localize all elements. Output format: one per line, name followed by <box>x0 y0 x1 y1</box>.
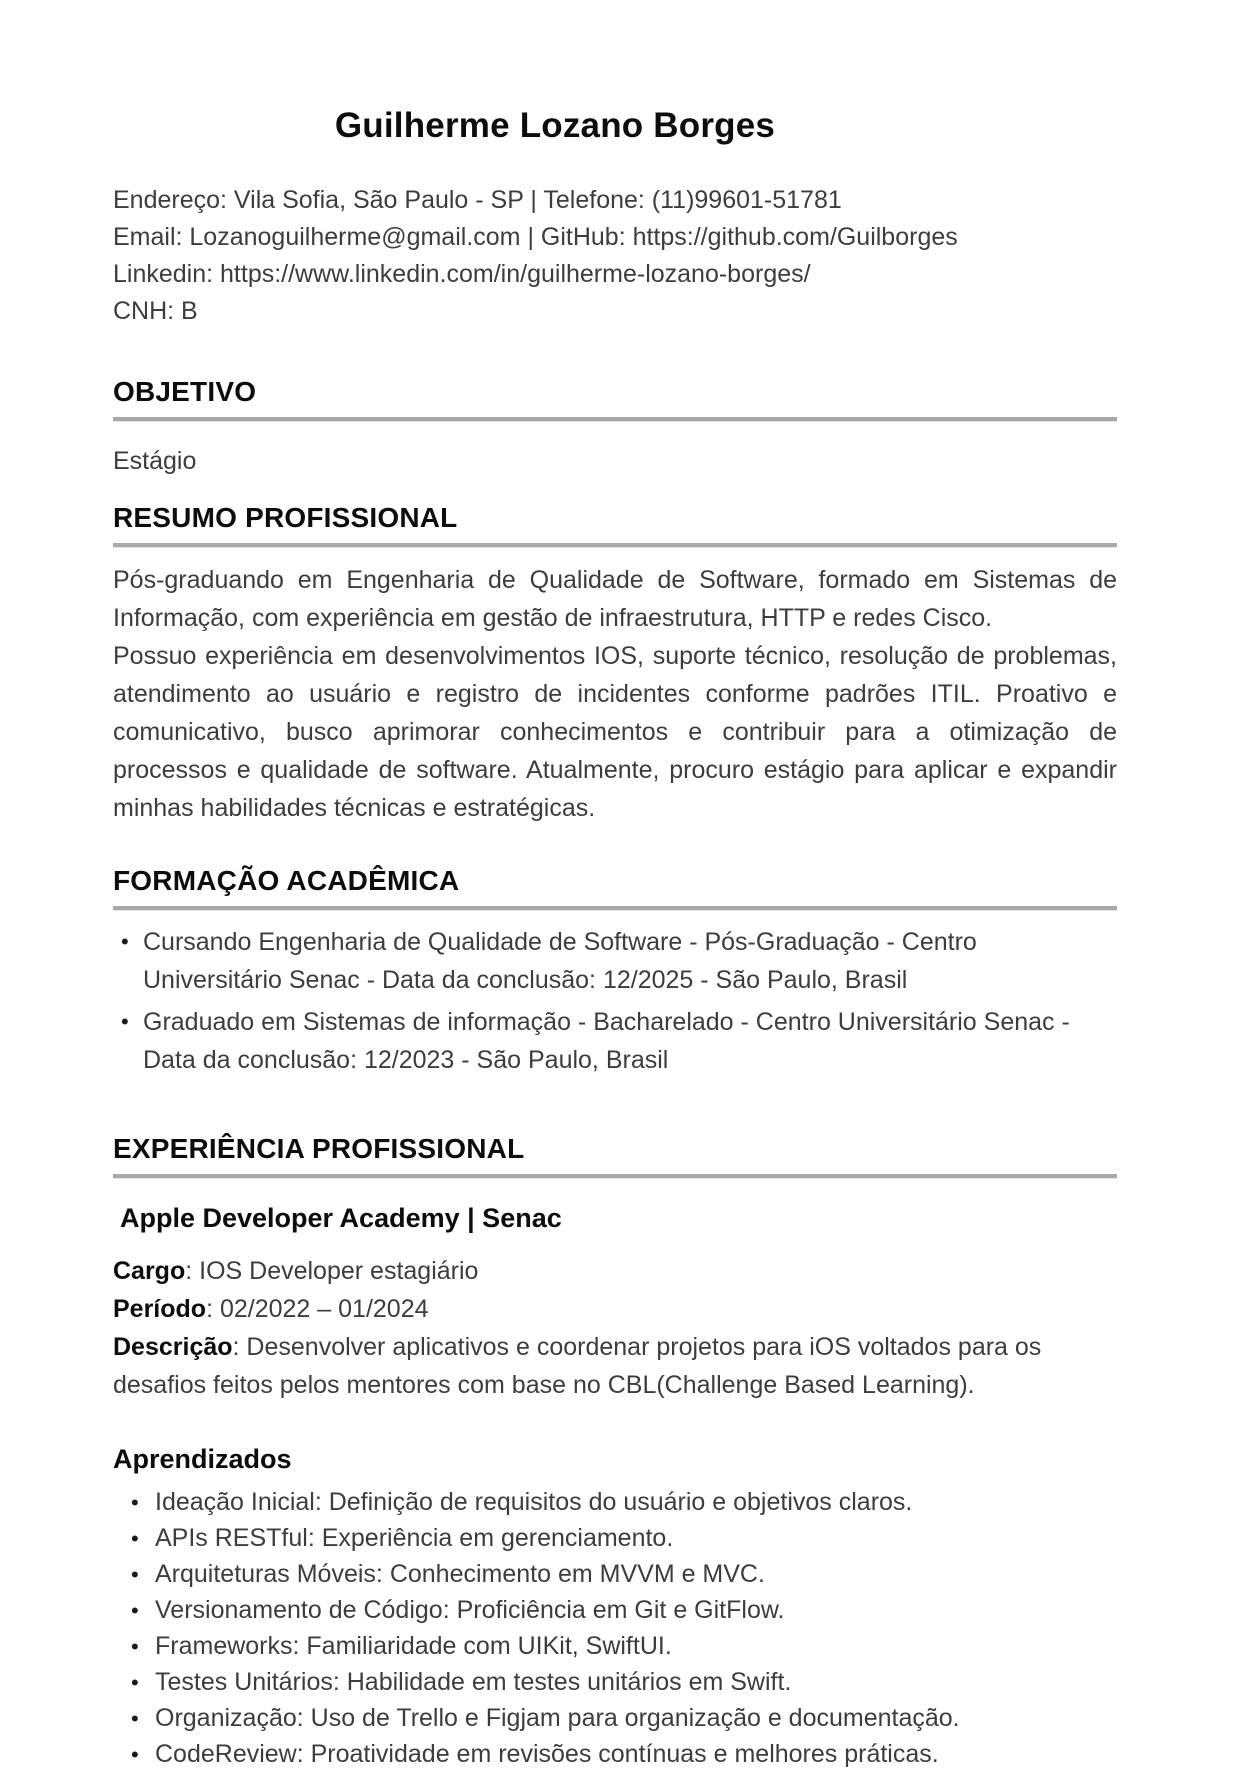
formacao-heading: FORMAÇÃO ACADÊMICA <box>113 865 460 896</box>
section-divider <box>113 906 1117 911</box>
resumo-text <box>113 561 1117 827</box>
list-item <box>113 1701 1117 1736</box>
list-item <box>113 1593 1117 1628</box>
formacao-item-text: Graduado em Sistemas de informação - Bacharelado - Centro Universitário Senac - Data da conclusão: 12/2023 - São Paulo, Brasil <box>143 1008 1070 1074</box>
field-label-descricao: Descrição <box>113 1333 233 1361</box>
bullet-icon: • <box>121 929 129 954</box>
aprendizado-item-text: Testes Unitários: Habilidade em testes unitários em Swift. <box>155 1668 792 1696</box>
bullet-icon: • <box>131 1634 139 1659</box>
field-periodo <box>113 1290 1117 1328</box>
section-formacao-academica <box>113 865 1117 1079</box>
bullet-icon: • <box>131 1490 139 1515</box>
bullet-icon: • <box>131 1670 139 1695</box>
experience-fields <box>113 1252 1117 1404</box>
contact-info <box>113 182 1117 330</box>
section-objetivo <box>113 376 1117 480</box>
bullet-icon: • <box>131 1742 139 1767</box>
field-value-periodo: : 02/2022 – 01/2024 <box>206 1295 429 1323</box>
resumo-heading: RESUMO PROFISSIONAL <box>113 502 458 533</box>
list-item <box>113 1485 1117 1520</box>
aprendizado-item-text: Frameworks: Familiaridade com UIKit, SwiftUI. <box>155 1632 672 1660</box>
field-label-cargo: Cargo <box>113 1257 186 1285</box>
section-divider <box>113 1174 1117 1179</box>
aprendizados-list <box>113 1485 1117 1772</box>
resumo-paragraph: Possuo experiência em desenvolvimentos IOS, suporte técnico, resolução de problemas, atendimento ao usuário e registro de incidentes conforme padrões ITIL. Proativo e comunicativo, busco aprimorar conhecimentos e contribuir para a otimização de processos e qualidade de software. Atualmente, procuro estágio para aplicar e expandir minhas habilidades técnicas e estratégicas. <box>113 642 1117 822</box>
experiencia-heading: EXPERIÊNCIA PROFISSIONAL <box>113 1133 525 1164</box>
list-item <box>113 1665 1117 1700</box>
list-item <box>113 1003 1117 1079</box>
field-label-periodo: Período <box>113 1295 207 1323</box>
bullet-icon: • <box>131 1562 139 1587</box>
list-item <box>113 1557 1117 1592</box>
contact-line-address-phone: Endereço: Vila Sofia, São Paulo - SP | Telefone: (11)99601-51781 <box>113 186 842 214</box>
contact-line-linkedin: Linkedin: https://www.linkedin.com/in/guilherme-lozano-borges/ <box>113 260 811 288</box>
aprendizado-item-text: Ideação Inicial: Definição de requisitos do usuário e objetivos claros. <box>155 1488 913 1516</box>
page-title: Guilherme Lozano Borges <box>334 106 776 145</box>
bullet-icon: • <box>131 1598 139 1623</box>
contact-line-cnh: CNH: B <box>113 297 198 325</box>
bullet-icon: • <box>131 1526 139 1551</box>
field-cargo <box>113 1252 1117 1290</box>
section-resumo-profissional <box>113 502 1117 827</box>
section-experiencia-profissional <box>113 1133 1117 1772</box>
aprendizado-item-text: APIs RESTful: Experiência em gerenciamento. <box>155 1524 674 1552</box>
formacao-list <box>113 923 1117 1079</box>
contact-line-email-github: Email: Lozanoguilherme@gmail.com | GitHub: https://github.com/Guilborges <box>113 223 958 251</box>
section-divider <box>113 543 1117 548</box>
section-divider <box>113 417 1117 422</box>
list-item <box>113 1629 1117 1664</box>
bullet-icon: • <box>131 1706 139 1731</box>
aprendizado-item-text: Arquiteturas Móveis: Conhecimento em MVVM e MVC. <box>155 1560 765 1588</box>
aprendizado-item-text: Organização: Uso de Trello e Figjam para organização e documentação. <box>155 1704 960 1732</box>
formacao-item-text: Cursando Engenharia de Qualidade de Software - Pós-Graduação - Centro Universitário Senac - Data da conclusão: 12/2025 - São Paulo, Brasil <box>143 928 977 994</box>
aprendizado-item-text: CodeReview: Proatividade em revisões contínuas e melhores práticas. <box>155 1740 939 1768</box>
bullet-icon: • <box>121 1009 129 1034</box>
aprendizados-heading: Aprendizados <box>113 1444 292 1474</box>
objetivo-body: Estágio <box>113 447 197 475</box>
field-value-cargo: : IOS Developer estagiário <box>185 1257 479 1285</box>
list-item <box>113 1521 1117 1556</box>
field-descricao <box>113 1328 1117 1404</box>
resumo-paragraph: Pós-graduando em Engenharia de Qualidade de Software, formado em Sistemas de Informação, com experiência em gestão de infraestrutura, HTTP e redes Cisco. <box>113 566 1117 632</box>
field-value-descricao: : Desenvolver aplicativos e coordenar projetos para iOS voltados para os desafios feitos pelos mentores com base no CBL(Challenge Based Learning). <box>113 1333 1042 1399</box>
employer-name: Apple Developer Academy | Senac <box>120 1203 562 1233</box>
objetivo-heading: OBJETIVO <box>113 376 257 407</box>
list-item <box>113 923 1117 999</box>
aprendizado-item-text: Versionamento de Código: Proficiência em Git e GitFlow. <box>155 1596 785 1624</box>
